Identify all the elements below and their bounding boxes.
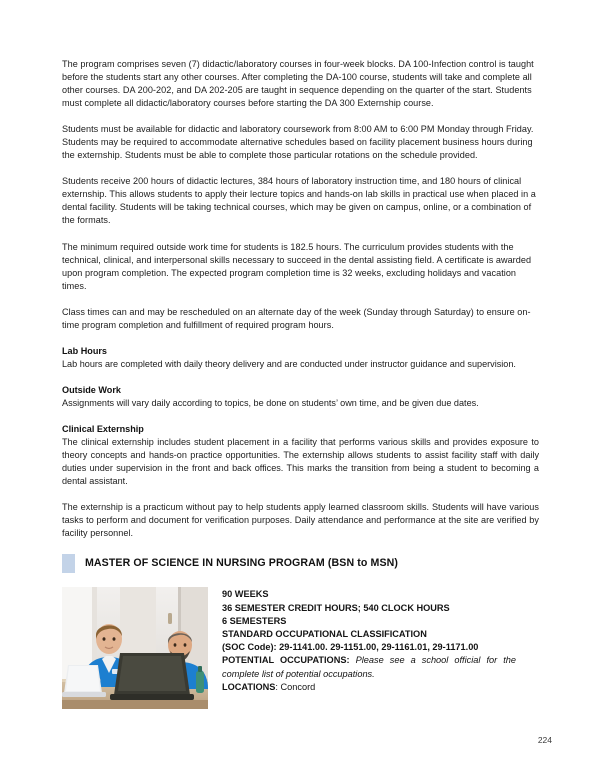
detail-weeks: 90 WEEKS [222, 589, 269, 600]
detail-semesters: 6 SEMESTERS [222, 615, 287, 626]
section-text-clinical-externship: The clinical externship includes student placement in a facility that performs various skills and provides exposure to theory concepts and hands-on practice opportunities. The externship allows students to assist facility staff with daily duties under supervision in the front and back offices. This marks the transition from being a student to becoming a dental assistant. [62, 437, 539, 487]
locations-label: LOCATIONS [222, 681, 276, 692]
laptop-center [110, 653, 194, 700]
classroom-photo-illustration [62, 587, 208, 709]
section-heading-clinical-externship: Clinical Externship [62, 423, 144, 434]
page-content [62, 58, 539, 709]
paragraph-availability: Students must be available for didactic and laboratory coursework from 8:00 AM to 6:00 PM Monday through Friday. Students may be required to accommodate alternative schedules based on facility placement business hours during the externship. Students must be able to complete those particular rotations on the schedule provided. [62, 124, 534, 161]
program-title: MASTER OF SCIENCE IN NURSING PROGRAM (BSN to MSN) [85, 557, 399, 570]
detail-soc-title: STANDARD OCCUPATIONAL CLASSIFICATION [222, 628, 427, 639]
paragraph-outside-work-time: The minimum required outside work time for students is 182.5 hours. The curriculum provides students with the technical, clinical, and interpersonal skills necessary to succeed in the dental assisting field. A certificate is awarded upon program completion. The expected program completion time is 32 weeks, excluding holidays and vacation times. [62, 241, 532, 291]
program-heading [62, 553, 539, 573]
paragraph-externship-practicum: The externship is a practicum without pay to help students apply learned classroom skills. Students will have various tasks to perform and document for verification purposes. Daily attendance and performance at the site are verified by facility personnel. [62, 502, 539, 539]
locations-value: : Concord [275, 681, 316, 692]
detail-soc-codes [222, 641, 539, 654]
potential-occupations-text: Please see a school official for the complete list of potential occupations. [222, 655, 516, 679]
program-photo [62, 587, 208, 709]
section-outside-work [62, 384, 539, 410]
program-details [222, 587, 539, 694]
section-text-lab-hours: Lab hours are completed with daily theory delivery and are conducted under instructor guidance and supervision. [62, 358, 516, 369]
section-heading-lab-hours: Lab Hours [62, 345, 107, 356]
potential-occupations-label: POTENTIAL OCCUPATIONS: [222, 655, 350, 666]
detail-potential-occupations [222, 654, 516, 680]
accent-bar-icon [62, 554, 75, 573]
section-clinical-externship [62, 423, 539, 488]
page-number: 224 [537, 735, 552, 745]
detail-credit-hours: 36 SEMESTER CREDIT HOURS; 540 CLOCK HOURS [222, 602, 450, 613]
program-info-row [62, 587, 539, 709]
soc-code-label: (SOC Code): [222, 642, 277, 653]
section-heading-outside-work: Outside Work [62, 384, 121, 395]
section-lab-hours [62, 345, 539, 371]
section-text-outside-work: Assignments will vary daily according to topics, be done on students’ own time, and be given due dates. [62, 397, 479, 408]
paragraph-hours-breakdown: Students receive 200 hours of didactic lectures, 384 hours of laboratory instruction time, and 180 hours of clinical externship. This allows students to apply their lecture topics and hands-on lab skills in practical use when placed in a dental facility. Students will be taking technical courses, which may be given on campus, online, or a combination of the formats. [62, 176, 536, 226]
paragraph-class-times: Class times can and may be rescheduled on an alternate day of the week (Sunday through Saturday) to ensure on-time program completion and fulfillment of required program hours. [62, 306, 531, 330]
detail-locations [222, 681, 539, 694]
paragraph-program-structure: The program comprises seven (7) didactic/laboratory courses in four-week blocks. DA 100-Infection control is taught before the students start any other courses. After completing the DA-100 course, students will take and complete all other courses. DA 200-202, and DA 202-205 are taught in sequence depending on the quarter of the start. Students must complete all didactic/laboratory courses before starting the DA 300 Externship course. [62, 59, 534, 109]
soc-code-values: 29-1141.00. 29-1151.00, 29-1161.01, 29-1171.00 [279, 642, 479, 653]
